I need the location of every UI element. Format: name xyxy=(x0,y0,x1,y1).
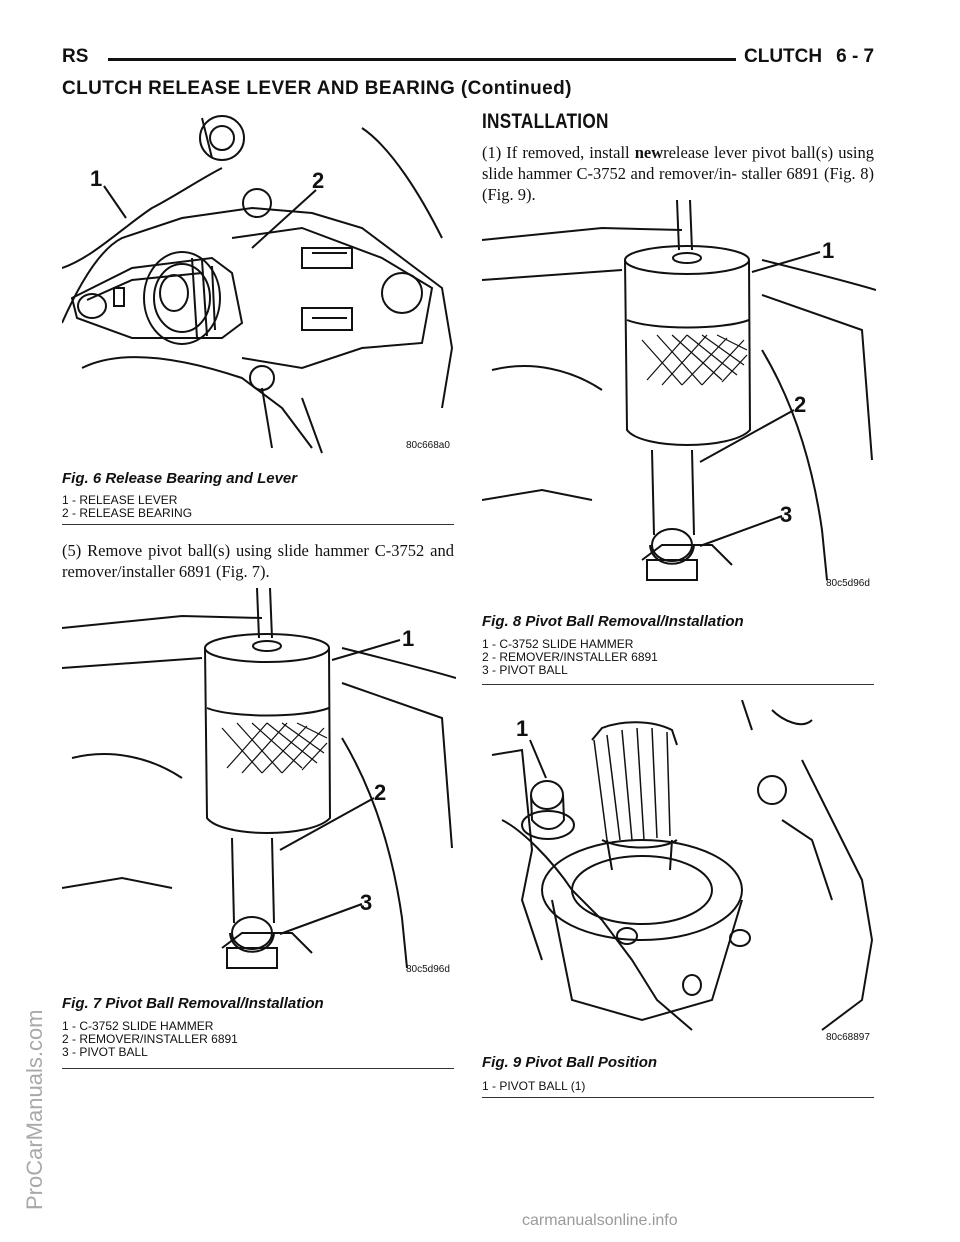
figure-7-caption: Fig. 7 Pivot Ball Removal/Installation xyxy=(62,995,324,1012)
legend-item: 2 - RELEASE BEARING xyxy=(62,506,193,520)
fig8-image-code: 80c5d96d xyxy=(826,578,870,589)
header-rule xyxy=(108,58,736,61)
fig6-callout-2: 2 xyxy=(312,168,325,193)
fig8-callout-2: 2 xyxy=(794,392,807,417)
figure-6-rule xyxy=(62,524,454,525)
fig8-callout-3: 3 xyxy=(780,502,793,527)
figure-9-rule xyxy=(482,1097,874,1098)
step-1-text-b: release lever pivot ball(s) using slide hammer C-3752 and remover/in- staller 6891 (Fig. 8) (Fig. 9). xyxy=(482,143,874,204)
fig6-image-code: 80c668a0 xyxy=(406,440,450,451)
legend-item: 3 - PIVOT BALL xyxy=(62,1045,148,1059)
step-1-text-a: (1) If removed, install xyxy=(482,143,635,162)
header-page-number: 6 - 7 xyxy=(836,46,875,67)
fig7-callout-1: 1 xyxy=(402,626,415,651)
legend-item: 2 - REMOVER/INSTALLER 6891 xyxy=(62,1032,238,1046)
step-5-text: (5) Remove pivot ball(s) using slide hammer C-3752 and remover/installer 6891 (Fig. 7). xyxy=(62,541,454,581)
step-1-text xyxy=(482,142,874,205)
legend-item: 1 - PIVOT BALL (1) xyxy=(482,1079,586,1093)
header-section-code: RS xyxy=(62,46,89,67)
figure-8-legend xyxy=(482,638,658,677)
figure-6-caption: Fig. 6 Release Bearing and Lever xyxy=(62,470,298,487)
figure-9-illustration xyxy=(482,700,876,1045)
step-1-emphasis: new xyxy=(634,143,664,162)
fig6-callout-1: 1 xyxy=(90,166,103,191)
legend-item: 1 - C-3752 SLIDE HAMMER xyxy=(62,1019,214,1033)
legend-item: 2 - REMOVER/INSTALLER 6891 xyxy=(482,650,658,664)
side-watermark: ProCarManuals.com xyxy=(22,1009,47,1210)
legend-item: 1 - C-3752 SLIDE HAMMER xyxy=(482,637,634,651)
fig9-callout-1: 1 xyxy=(516,716,529,741)
figure-7-legend xyxy=(62,1020,238,1059)
figure-9-legend xyxy=(482,1080,585,1093)
figure-7-illustration xyxy=(62,588,456,978)
fig8-callout-1: 1 xyxy=(822,238,835,263)
figure-8-illustration xyxy=(482,200,876,590)
fig9-image-code: 80c68897 xyxy=(826,1032,870,1043)
figure-8-caption: Fig. 8 Pivot Ball Removal/Installation xyxy=(482,613,744,630)
fig7-callout-2: 2 xyxy=(374,780,387,805)
figure-6-illustration xyxy=(62,108,456,460)
footer-watermark: carmanualsonline.info xyxy=(522,1212,678,1229)
header-right xyxy=(744,46,874,68)
figure-9-caption: Fig. 9 Pivot Ball Position xyxy=(482,1054,658,1071)
installation-heading: INSTALLATION xyxy=(482,110,609,133)
figure-6-legend xyxy=(62,494,192,520)
fig7-image-code: 80c5d96d xyxy=(406,964,450,975)
fig7-callout-3: 3 xyxy=(360,890,373,915)
section-continued-title: CLUTCH RELEASE LEVER AND BEARING (Continued) xyxy=(62,78,572,99)
legend-item: 3 - PIVOT BALL xyxy=(482,663,568,677)
legend-item: 1 - RELEASE LEVER xyxy=(62,493,178,507)
figure-8-rule xyxy=(482,684,874,685)
figure-7-rule xyxy=(62,1068,454,1069)
header-section-name: CLUTCH xyxy=(744,46,823,67)
